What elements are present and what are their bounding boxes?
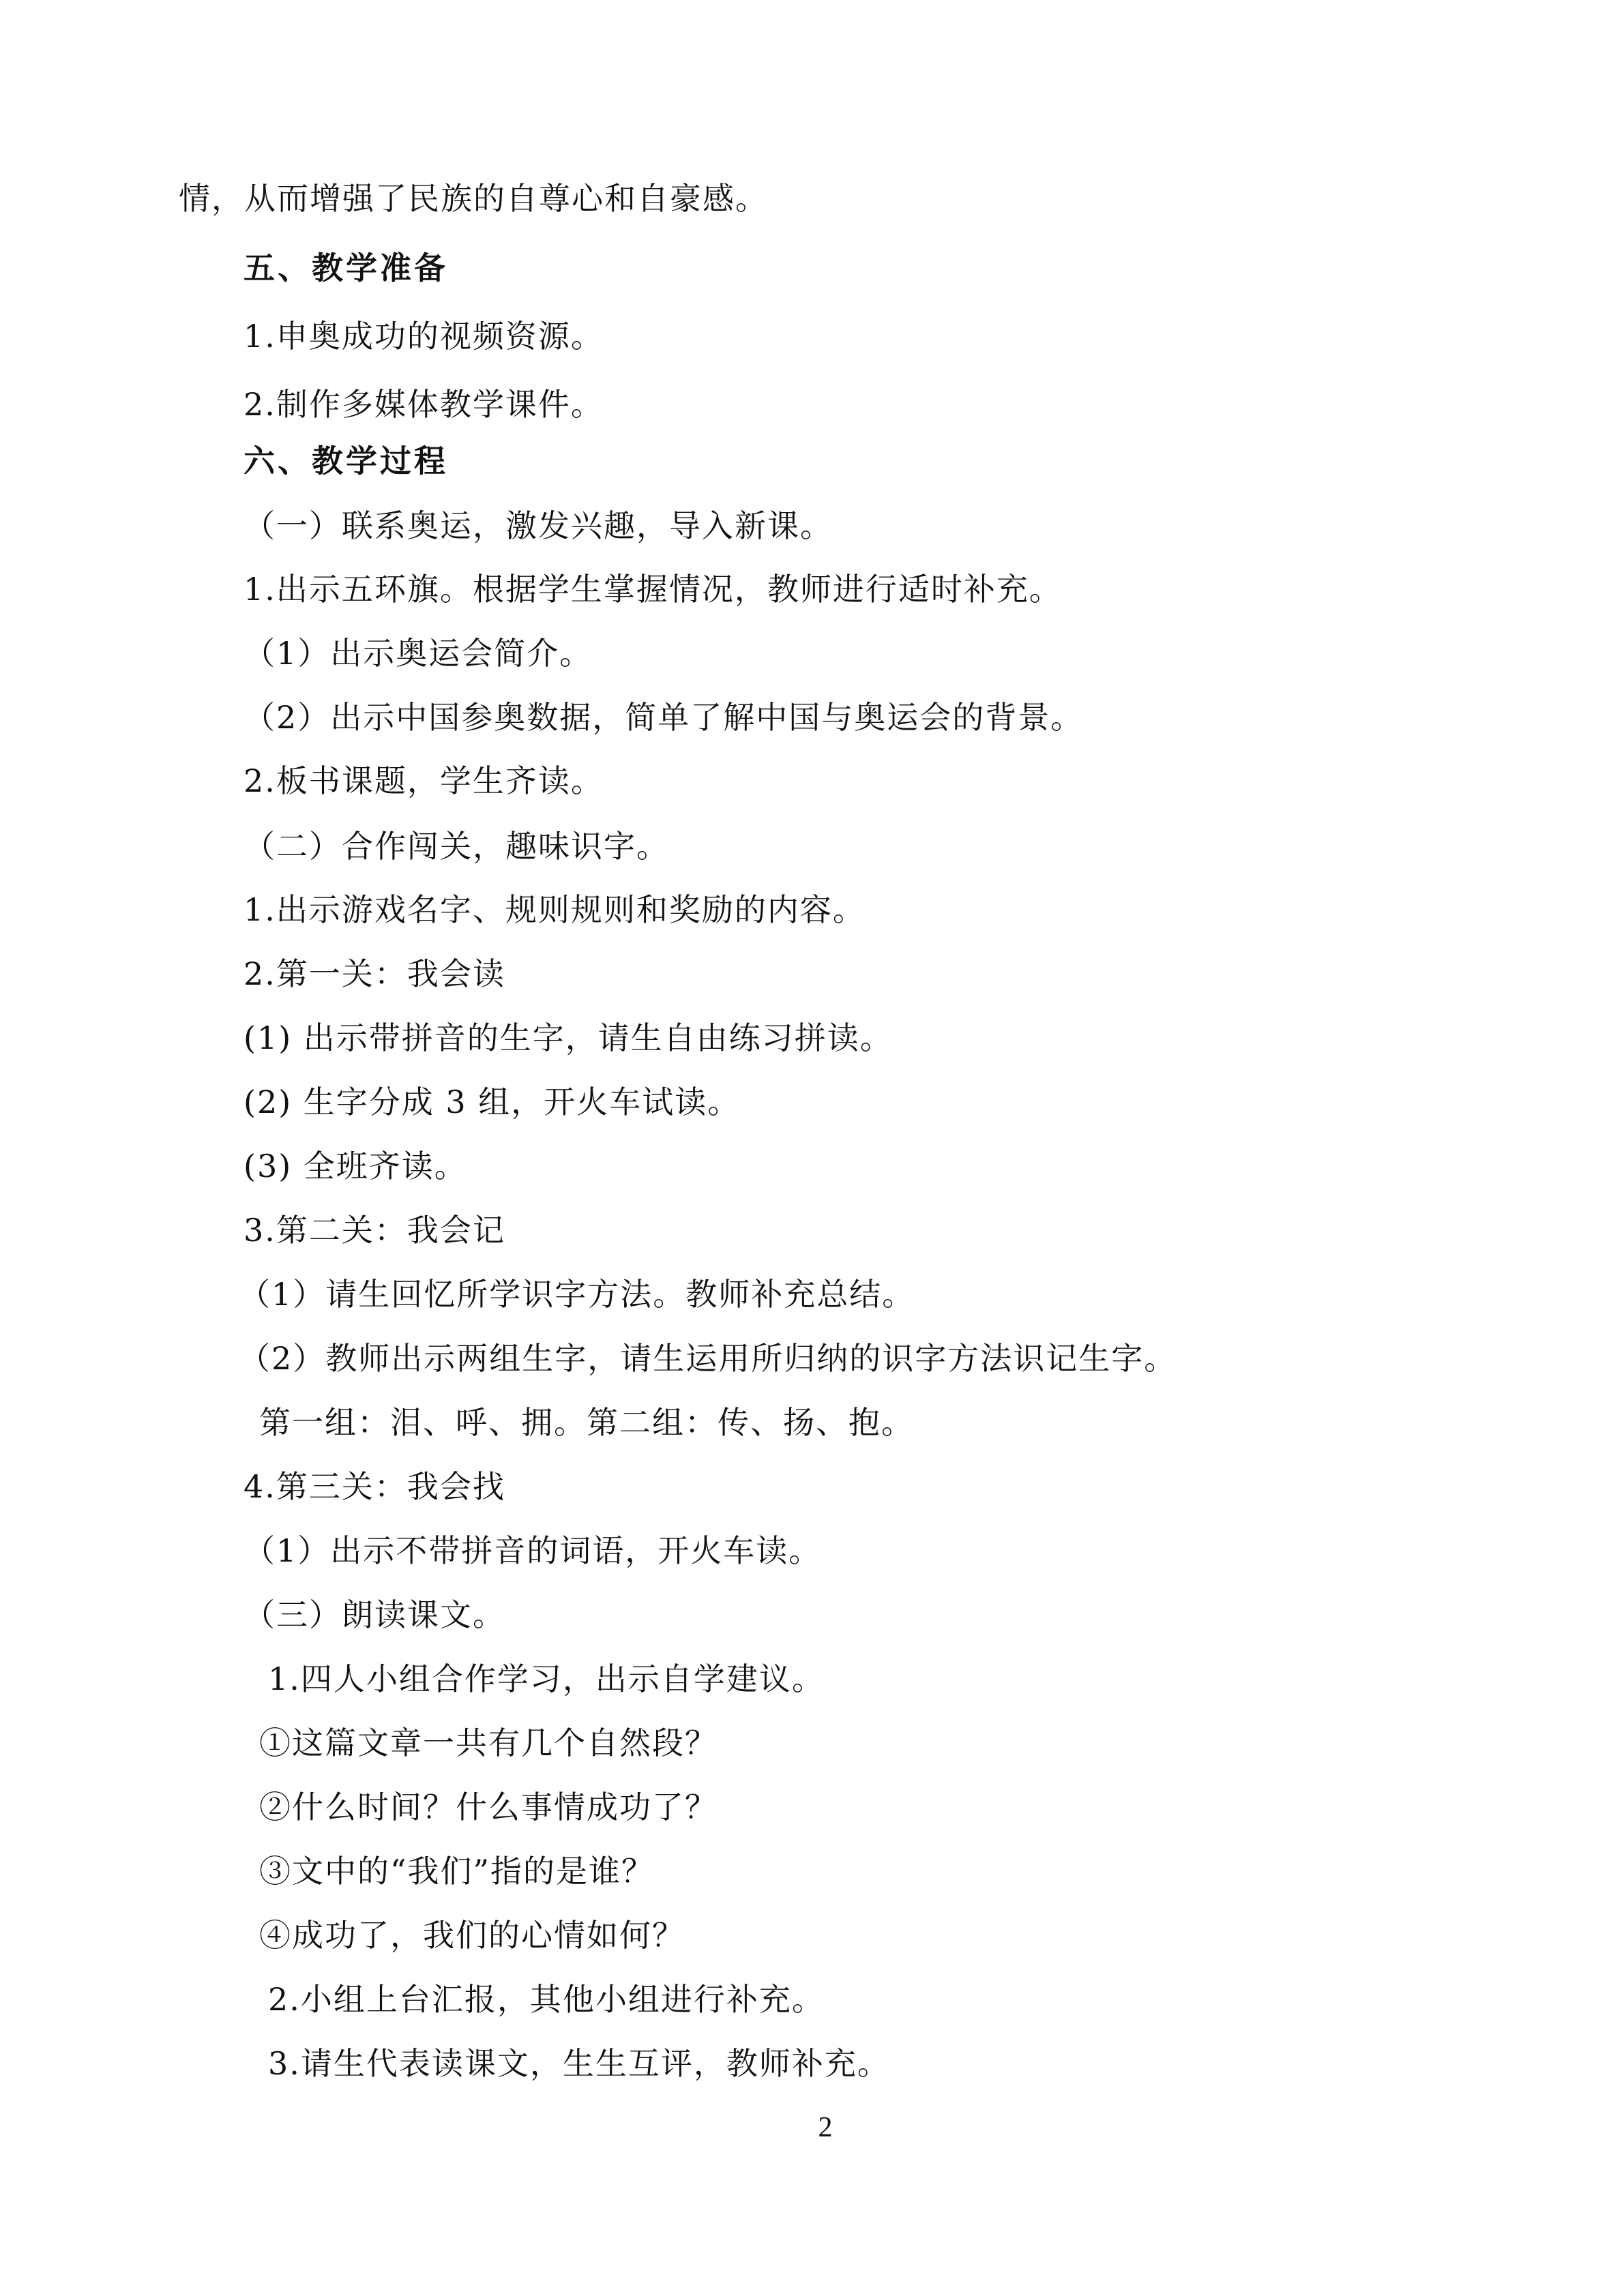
paragraph-continuation: 情，从而增强了民族的自尊心和自豪感。 [179, 180, 768, 217]
list-item: (1) 出示带拼音的生字，请生自由练习拼读。 [243, 1019, 893, 1056]
list-item: ④成功了，我们的心情如何？ [259, 1917, 685, 1954]
list-item: 第一组：泪、呼、拥。第二组：传、扬、抱。 [259, 1404, 914, 1441]
list-item: （1）出示奥运会简介。 [243, 635, 593, 672]
list-item: 1.申奥成功的视频资源。 [243, 318, 604, 355]
list-item: 3.请生代表读课文，生生互评，教师补充。 [268, 2045, 890, 2082]
section-heading-process: 六、教学过程 [243, 443, 448, 479]
list-item: (2) 生字分成 3 组，开火车试读。 [243, 1084, 741, 1120]
page-number: 2 [818, 2112, 833, 2143]
list-item: 3.第二关：我会记 [243, 1212, 505, 1249]
section-heading-preparation: 五、教学准备 [243, 250, 448, 286]
list-item: ②什么时间？什么事情成功了？ [259, 1789, 718, 1825]
list-item: 2.制作多媒体教学课件。 [243, 386, 604, 423]
subsection-heading: （三）朗读课文。 [243, 1596, 505, 1633]
list-item: 2.第一关：我会读 [243, 955, 505, 992]
list-item: 4.第三关：我会找 [243, 1468, 505, 1505]
list-item: （1）出示不带拼音的词语，开火车读。 [243, 1532, 822, 1569]
list-item: 2.板书课题，学生齐读。 [243, 762, 604, 799]
list-item: （2）教师出示两组生字，请生运用所归纳的识字方法识记生字。 [239, 1340, 1177, 1377]
list-item: ①这篇文章一共有几个自然段？ [259, 1725, 718, 1761]
subsection-heading: （二）合作闯关，趣味识字。 [243, 828, 669, 865]
list-item: (3) 全班齐读。 [243, 1148, 467, 1184]
subsection-heading: （一）联系奥运，激发兴趣，导入新课。 [243, 507, 833, 544]
list-item: 1.四人小组合作学习，出示自学建议。 [268, 1660, 825, 1697]
list-item: 1.出示五环旗。根据学生掌握情况，教师进行适时补充。 [243, 571, 1062, 608]
list-item: ③文中的“我们”指的是谁？ [259, 1853, 655, 1890]
list-item: （1）请生回忆所学识字方法。教师补充总结。 [239, 1276, 915, 1313]
list-item: 1.出示游戏名字、规则规则和奖励的内容。 [243, 891, 866, 928]
list-item: （2）出示中国参奥数据，简单了解中国与奥运会的背景。 [243, 699, 1084, 736]
list-item: 2.小组上台汇报，其他小组进行补充。 [268, 1981, 825, 2018]
